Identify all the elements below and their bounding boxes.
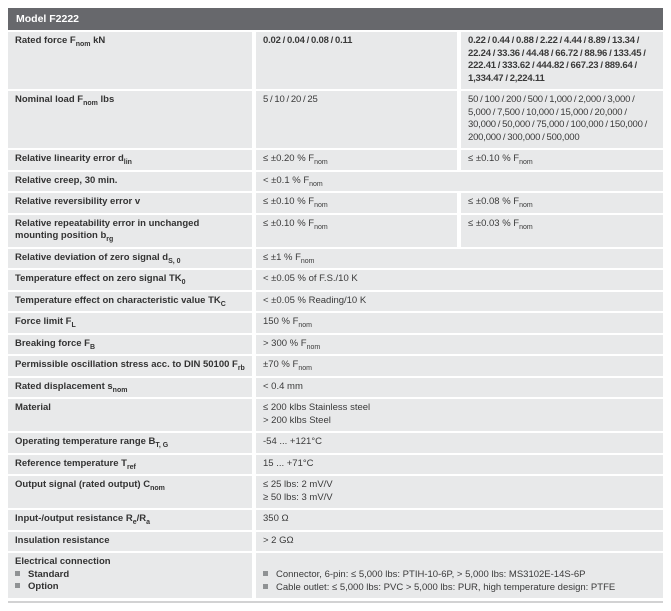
row-value: < 0.4 mm	[256, 378, 663, 398]
row-label: Relative linearity error $d_{lin}$	[8, 150, 252, 170]
row-label: Relative deviation of zero signal $d_{S, 0}$	[8, 249, 252, 269]
table-title: Model F2222	[16, 13, 80, 25]
row-label: Nominal load $F_{nom}$ lbs	[8, 91, 252, 148]
row-label: Relative creep, 30 min.	[8, 172, 252, 192]
row-label: Rated force $F_{nom}$ kN	[8, 32, 252, 89]
table-row-operating-temperature	[8, 433, 663, 453]
row-value-group2: 0.22 / 0.44 / 0.88 / 2.22 / 4.44 / 8.89 / 13.34 / 22.24 / 33.36 / 44.48 / 66.72 / 88.96 / 133.45 / 222.41 / 333.62 / 444.82 / 667.23 / 889.64 / 1,334.47 / 2,224.11	[461, 32, 663, 89]
row-label: Operating temperature range $B_{T, G}$	[8, 433, 252, 453]
value-line: ≤ 200 klbs Stainless steel	[263, 402, 371, 413]
row-label: Rated displacement $s_{nom}$	[8, 378, 252, 398]
row-value: 150 % $F_{nom}$	[256, 313, 663, 333]
table-row-reversibility-error	[8, 193, 663, 213]
row-value: < ±0.05 % of F.S./10 K	[256, 270, 663, 290]
value-line: ≥ 50 lbs: 3 mV/V	[263, 491, 333, 503]
table-row-output-signal	[8, 476, 663, 508]
row-label: Force limit $F_L$	[8, 313, 252, 333]
table-row-oscillation-stress	[8, 356, 663, 376]
table-row-insulation-resistance	[8, 532, 663, 552]
table-row-zero-signal-deviation	[8, 249, 663, 269]
square-bullet-icon	[15, 583, 20, 588]
row-label: Permissible oscillation stress acc. to DIN 50100 $F_{rb}$	[8, 356, 252, 376]
table-row-temp-effect-zero-signal	[8, 270, 663, 290]
row-value-group2: ≤ ±0.03 % $F_{nom}$	[461, 215, 663, 247]
row-value: > 300 % $F_{nom}$	[256, 335, 663, 355]
square-bullet-icon	[263, 571, 268, 576]
table-row-electrical-connection	[8, 553, 663, 598]
table-title-bar	[8, 8, 663, 30]
row-label	[8, 553, 252, 598]
value-bullet-text: Cable outlet: ≤ 5,000 lbs: PVC > 5,000 lbs: PUR, high temperature design: PTFE	[276, 581, 616, 593]
row-label: Temperature effect on zero signal $TK_0$	[8, 270, 252, 290]
row-label: Output signal (rated output) $C_{nom}$	[8, 476, 252, 508]
value-line: > 200 klbs Steel	[263, 414, 331, 426]
row-label: Breaking force $F_B$	[8, 335, 252, 355]
table-row-repeatability-error	[8, 215, 663, 247]
label-bullet-text: Standard	[28, 568, 70, 580]
row-label: Input-/output resistance $R_e/R_a$	[8, 510, 252, 530]
row-label: Relative repeatability error in unchanged mounting position $b_{rg}$	[8, 215, 252, 247]
row-label: Material	[8, 399, 252, 431]
label-bullet-line	[15, 581, 245, 594]
value-bullet-line	[263, 569, 656, 582]
table-row-linearity-error	[8, 150, 663, 170]
row-value-group1: 5 / 10 / 20 / 25	[256, 91, 457, 148]
label-bullet-line	[15, 569, 245, 582]
row-value	[256, 399, 663, 431]
row-value-group1: ≤ ±0.20 % $F_{nom}$	[256, 150, 457, 170]
row-value: ±70 % $F_{nom}$	[256, 356, 663, 376]
row-label-title: Electrical connection	[15, 556, 111, 567]
row-value: ≤ ±1 % $F_{nom}$	[256, 249, 663, 269]
table-row-force-limit	[8, 313, 663, 333]
spec-table	[8, 8, 663, 603]
row-value: > 2 GΩ	[256, 532, 663, 552]
square-bullet-icon	[15, 571, 20, 576]
value-bullet-text: Connector, 6-pin: ≤ 5,000 lbs: PTIH-10-6P, > 5,000 lbs: MS3102E-14S-6P	[276, 569, 586, 580]
row-label: Reference temperature $T_{ref}$	[8, 455, 252, 475]
row-label: Relative reversibility error v	[8, 193, 252, 213]
table-row-temp-effect-characteristic	[8, 292, 663, 312]
row-value: 350 Ω	[256, 510, 663, 530]
row-value-group2: 50 / 100 / 200 / 500 / 1,000 / 2,000 / 3,000 / 5,000 / 7,500 / 10,000 / 15,000 / 20,000 / 30,000 / 50,000 / 75,000 / 100,000 / 150,000 / 200,000 / 300,000 / 500,000	[461, 91, 663, 148]
row-label: Temperature effect on characteristic value $TK_C$	[8, 292, 252, 312]
row-value: -54 ... +121°C	[256, 433, 663, 453]
value-bullet-line	[263, 582, 656, 595]
table-row-reference-temperature	[8, 455, 663, 475]
row-value-group1: ≤ ±0.10 % $F_{nom}$	[256, 193, 457, 213]
table-row-io-resistance	[8, 510, 663, 530]
table-row-nominal-load	[8, 91, 663, 148]
value-line: ≤ 25 lbs: 2 mV/V	[263, 479, 333, 490]
table-row-relative-creep	[8, 172, 663, 192]
row-value: < ±0.05 % Reading/10 K	[256, 292, 663, 312]
table-bottom-rule	[8, 601, 663, 603]
label-bullet-text: Option	[28, 581, 59, 592]
row-label: Insulation resistance	[8, 532, 252, 552]
table-row-rated-force	[8, 32, 663, 89]
row-value-group2: ≤ ±0.08 % $F_{nom}$	[461, 193, 663, 213]
row-value: 15 ... +71°C	[256, 455, 663, 475]
row-value-group2: ≤ ±0.10 % $F_{nom}$	[461, 150, 663, 170]
table-row-breaking-force	[8, 335, 663, 355]
row-value	[256, 553, 663, 598]
row-value-group1: ≤ ±0.10 % $F_{nom}$	[256, 215, 457, 247]
row-value	[256, 476, 663, 508]
row-value: < ±0.1 % $F_{nom}$	[256, 172, 663, 192]
table-row-material	[8, 399, 663, 431]
table-row-rated-displacement	[8, 378, 663, 398]
row-value-group1: 0.02 / 0.04 / 0.08 / 0.11	[256, 32, 457, 89]
square-bullet-icon	[263, 584, 268, 589]
